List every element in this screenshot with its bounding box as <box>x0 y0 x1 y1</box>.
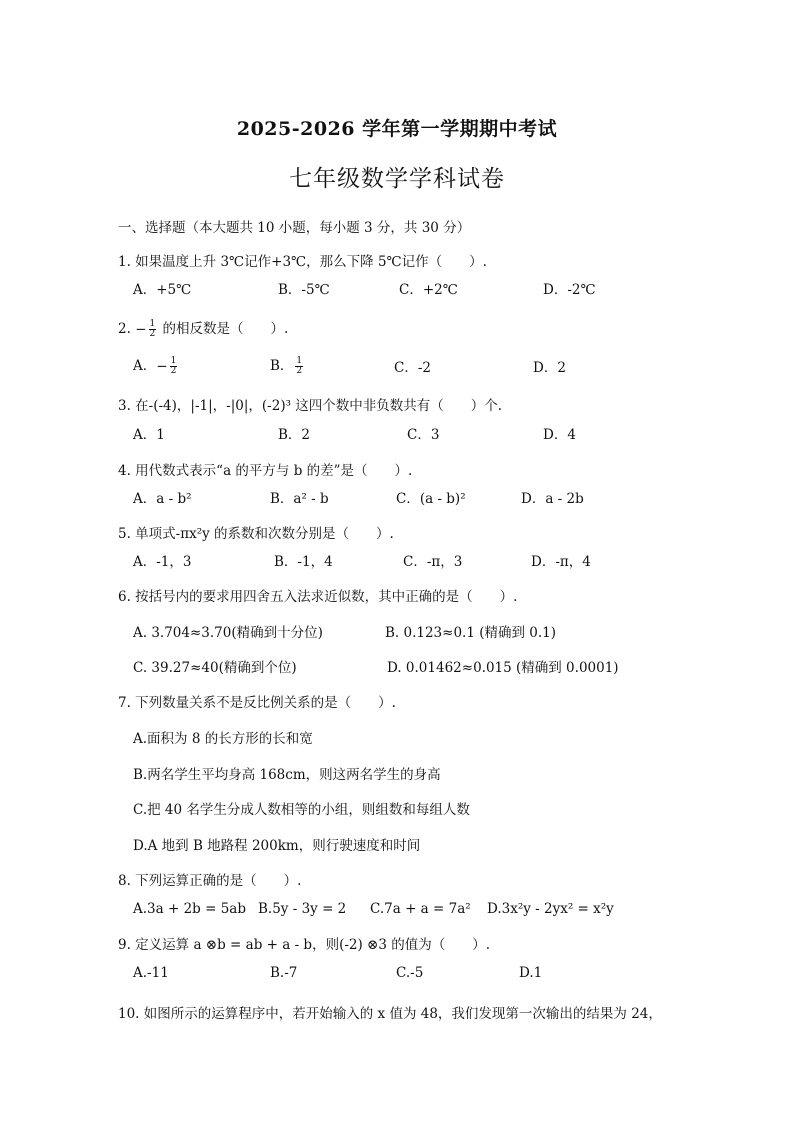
fraction-denominator: 2 <box>296 366 303 376</box>
fraction-numerator: 1 <box>149 319 156 329</box>
question-7-option-a: A.面积为 8 的长方形的长和宽 <box>133 731 313 747</box>
question-2-option-a <box>133 357 179 376</box>
question-2-minus-sign: − <box>135 321 147 338</box>
question-1-option-a: A．+5℃ <box>133 282 192 298</box>
option-minus-sign: − <box>156 358 168 375</box>
question-6-option-c: C. 39.27≈40(精确到个位) <box>133 660 297 676</box>
question-8-stem: 8. 下列运算正确的是（ ）. <box>118 873 302 889</box>
question-6-option-d: D. 0.01462≈0.015 (精确到 0.0001) <box>387 660 619 676</box>
question-6-option-b: B. 0.123≈0.1 (精确到 0.1) <box>385 625 557 641</box>
question-8-option-d: D.3x²y - 2yx² = x²y <box>487 901 614 917</box>
question-3-stem: 3. 在-(-4)，|-1|，-|0|，(-2)³ 这四个数中非负数共有（ ）个. <box>118 398 503 414</box>
fraction-denominator: 2 <box>149 329 156 339</box>
question-9-option-d: D.1 <box>519 965 543 981</box>
question-8-option-b: B.5y - 3y = 2 <box>258 901 347 917</box>
question-9-stem: 9. 定义运算 a ⊗b = ab + a - b，则(-2) ⊗3 的值为（ ）. <box>118 937 491 953</box>
question-5-option-a: A．-1，3 <box>133 554 192 570</box>
question-2-stem-text: 的相反数是（ ）. <box>162 321 289 337</box>
question-2-option-c: C．-2 <box>394 360 431 376</box>
question-5-option-d: D．-π，4 <box>531 554 591 570</box>
question-3-option-d: D．4 <box>543 427 576 443</box>
question-1-option-b: B．-5℃ <box>278 282 330 298</box>
question-2-option-d: D．2 <box>533 360 566 376</box>
question-2-number: 2. <box>118 321 131 337</box>
question-7-option-d: D.A 地到 B 地路程 200km，则行驶速度和时间 <box>133 838 421 854</box>
question-1-option-d: D．-2℃ <box>543 282 596 298</box>
question-3-option-b: B．2 <box>278 427 311 443</box>
question-4-option-d: D．a - 2b <box>521 491 584 507</box>
question-2-option-b <box>270 357 305 376</box>
question-4-option-a: A．a - b² <box>133 491 192 507</box>
question-7-option-b: B.两名学生平均身高 168cm，则这两名学生的身高 <box>133 767 441 783</box>
option-label: B． <box>270 358 294 374</box>
exam-title: 2025-2026 学年第一学期期中考试 <box>236 118 558 140</box>
question-1-stem: 1. 如果温度上升 3℃记作+3℃，那么下降 5℃记作（ ）. <box>118 254 487 270</box>
fraction-numerator: 1 <box>170 356 177 366</box>
question-2-stem <box>118 320 288 339</box>
question-9-option-b: B.-7 <box>270 965 298 981</box>
question-8-option-c: C.7a + a = 7a² <box>370 901 471 917</box>
question-7-option-c: C.把 40 名学生分成人数相等的小组，则组数和每组人数 <box>133 802 470 818</box>
question-4-stem: 4. 用代数式表示“a 的平方与 b 的差”是（ ）. <box>118 463 413 479</box>
question-2-fraction <box>149 320 157 339</box>
question-10-stem: 10. 如图所示的运算程序中，若开始输入的 x 值为 48，我们发现第一次输出的结果为 24， <box>118 1006 662 1022</box>
fraction-denominator: 2 <box>170 366 177 376</box>
section-heading: 一、选择题（本大题共 10 小题，每小题 3 分，共 30 分） <box>118 220 471 236</box>
question-4-option-c: C．(a - b)² <box>396 491 466 507</box>
question-5-stem: 5. 单项式-πx²y 的系数和次数分别是（ ）. <box>118 526 394 542</box>
question-4-option-b: B．a² - b <box>270 491 329 507</box>
question-5-option-c: C．-π，3 <box>403 554 463 570</box>
question-9-option-a: A.-11 <box>133 965 169 981</box>
question-5-option-b: B．-1，4 <box>274 554 333 570</box>
question-7-stem: 7. 下列数量关系不是反比例关系的是（ ）. <box>118 695 396 711</box>
question-3-option-c: C．3 <box>407 427 440 443</box>
question-9-option-c: C.-5 <box>396 965 424 981</box>
exam-subtitle: 七年级数学学科试卷 <box>289 166 505 192</box>
option-label: A． <box>133 358 157 374</box>
question-6-stem: 6. 按括号内的要求用四舍五入法求近似数，其中正确的是（ ）. <box>118 589 518 605</box>
question-6-option-a: A. 3.704≈3.70(精确到十分位) <box>133 625 323 641</box>
question-3-option-a: A．1 <box>133 427 165 443</box>
option-fraction <box>170 357 178 376</box>
question-8-option-a: A.3a + 2b = 5ab <box>133 901 246 917</box>
fraction-numerator: 1 <box>296 356 303 366</box>
question-1-option-c: C．+2℃ <box>399 282 458 298</box>
option-fraction <box>295 357 303 376</box>
